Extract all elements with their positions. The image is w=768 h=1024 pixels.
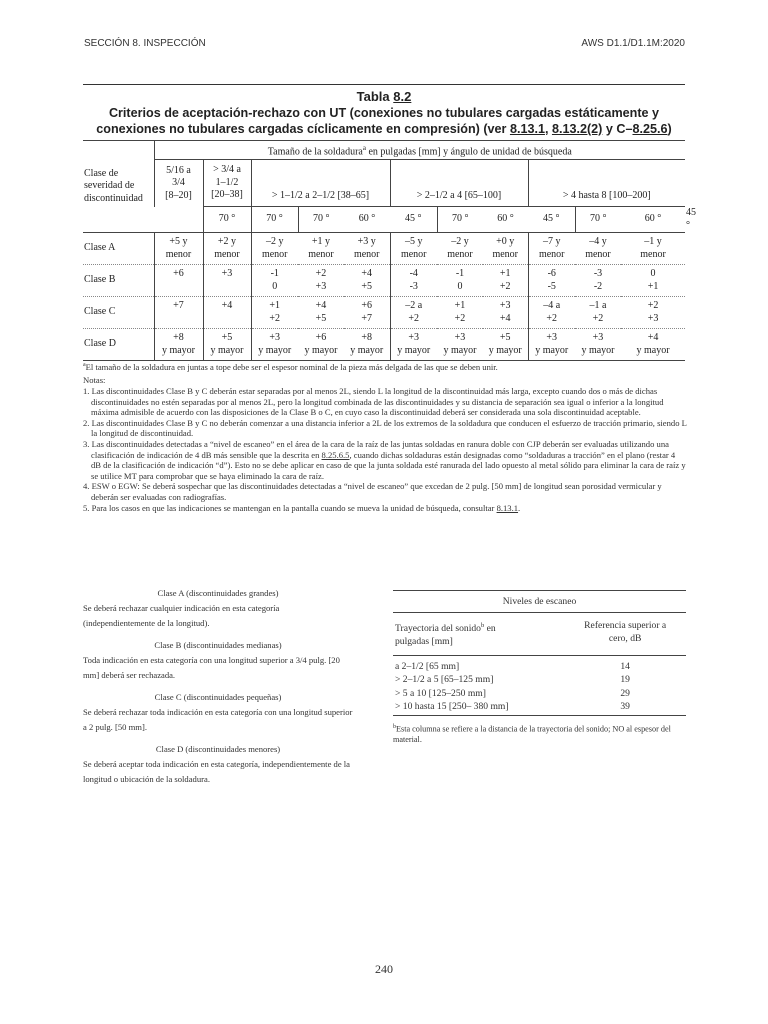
- table-cell: 0 +1: [621, 265, 685, 297]
- angle-cell: 60 °: [621, 207, 685, 233]
- note-2: 2. Las discontinuidades Clase B y C no deberán comenzar a una distancia inferior a 2L de los extremos de la soldadura que conducen el esfuerzo de tracción primario, siendo L la longitud de discontinuidad.: [83, 417, 687, 439]
- scan-row: [393, 673, 686, 687]
- table-cell: +2 +3: [298, 265, 344, 297]
- class-c-text: Se deberá rechazar toda indicación en esta categoría con una longitud superior a 2 pulg. [50 mm].: [83, 707, 353, 732]
- table-cell: +1 +2: [437, 297, 483, 329]
- table-cell: +6 y mayor: [298, 329, 344, 361]
- class-b-title: Clase B (discontinuidades medianas): [154, 640, 282, 650]
- table-cell: +1 +2: [483, 265, 528, 297]
- table-notes: [83, 360, 687, 513]
- scan-row: [393, 700, 686, 715]
- table-row: [83, 297, 685, 329]
- angle-cell: 45 °: [390, 207, 437, 233]
- table-row: [83, 329, 685, 361]
- table-cell: +6 +7: [344, 297, 390, 329]
- class-a-title: Clase A (discontinuidades grandes): [157, 588, 279, 598]
- table-cell: +3 +4: [483, 297, 528, 329]
- angle-cell: 45 °: [528, 207, 575, 233]
- table-cell: +5 y mayor: [483, 329, 528, 361]
- table-subtitle: [83, 105, 685, 137]
- db-cell: 19: [620, 674, 630, 686]
- weld-size-header: Tamaño de la soldadura$^a$ en pulgadas [mm] y ángulo de unidad de búsqueda: [154, 141, 685, 160]
- table-cell: –4 y menor: [575, 233, 621, 265]
- angle-cell: 70 °: [251, 207, 298, 233]
- angle-cell: 70 °: [575, 207, 621, 233]
- table-cell: -3 -2: [575, 265, 621, 297]
- table-title: [83, 89, 685, 104]
- class-d-title: Clase D (discontinuidades menores): [155, 744, 281, 754]
- table-cell: +1 y menor: [298, 233, 344, 265]
- scan-footnote-b: $^b$Esta columna se refiere a la distancia de la trayectoria del sonido; NO al espesor del material.: [393, 723, 671, 744]
- page-number: 240: [375, 962, 393, 976]
- table-cell: -1 0: [251, 265, 298, 297]
- scan-levels-title: Niveles de escaneo: [393, 591, 686, 613]
- table-cell: +4 y mayor: [621, 329, 685, 361]
- db-cell: 14: [620, 660, 630, 672]
- table-cell: +8 y mayor: [344, 329, 390, 361]
- running-header-standard: AWS D1.1/D1.1M:2020: [581, 38, 685, 49]
- class-definitions: [83, 586, 353, 787]
- note-5: 5. Para los casos en que las indicaciones se mantengan en la pantalla cuando se mueva la unidad de búsqueda, consultar 8.13.1.: [83, 502, 521, 513]
- angle-cell: 70 °: [437, 207, 483, 233]
- ref-link: 8.25.6: [632, 122, 668, 136]
- note-1: 1. Las discontinuidades Clase B y C deberán estar separadas por al menos 2L, siendo L la longitud de la discontinuidad más larga, excepto cuando dos o más de dichas discontinuidades no estén separadas por al menos 2L, pero la longitud combinada de las discontinuidades y su distancia de separación sea igual o inferior a la longitud máxima admisible de acuerdo con las disposiciones de la Clase B o C, en cuyo caso la discontinuidad deberá ser considerada una sola discontinuidad aceptable.: [83, 386, 664, 418]
- table-cell: –2 y menor: [251, 233, 298, 265]
- table-cell: +2 +3: [621, 297, 685, 329]
- footnote-a: $^a$El tamaño de la soldadura en juntas a tope debe ser el espesor nominal de la pieza más delgada de las que se deben unir.: [83, 361, 498, 372]
- class-label: Clase D: [83, 329, 154, 361]
- table-number: 8.2: [393, 89, 412, 104]
- sound-path-cell: > 2–1/2 a 5 [65–125 mm]: [395, 674, 494, 686]
- table-cell: -4 -3: [390, 265, 437, 297]
- table-cell: +7: [154, 297, 203, 329]
- angle-cell: 70 °: [298, 207, 344, 233]
- class-label: Clase B: [83, 265, 154, 297]
- scan-row: [393, 655, 686, 673]
- table-cell: +3 y mayor: [390, 329, 437, 361]
- class-b-text: Toda indicación en esta categoría con una longitud superior a 3/4 pulg. [20 mm] deberá ser rechazada.: [83, 655, 340, 680]
- table-cell: +5 y menor: [154, 233, 203, 265]
- angle-cell: 60 °: [483, 207, 528, 233]
- note-4: 4. ESW o EGW: Se deberá sospechar que las discontinuidades detectadas a “nivel de escaneo” que excedan de 2 pulg. [50 mm] de longitud sean porosidad vermicular y deberán ser evaluadas con radiografías.: [83, 481, 662, 502]
- running-header-section: SECCIÓN 8. INSPECCIÓN: [84, 38, 206, 49]
- table-title-prefix: Tabla: [356, 89, 394, 104]
- size-group-header: > 4 hasta 8 [100–200]: [528, 160, 685, 207]
- size-group-header: 5/16 a 3/4 [8–20]: [154, 160, 203, 207]
- class-c-title: Clase C (discontinuidades pequeñas): [154, 692, 282, 702]
- table-cell: +3 y menor: [344, 233, 390, 265]
- angle-cell: 60 °: [344, 207, 390, 233]
- table-cell: –7 y menor: [528, 233, 575, 265]
- size-group-header: > 1–1/2 a 2–1/2 [38–65]: [251, 160, 390, 207]
- sound-path-cell: > 10 hasta 15 [250– 380 mm]: [393, 700, 564, 715]
- class-label: Clase C: [83, 297, 154, 329]
- table-cell: +4: [203, 297, 251, 329]
- table-cell: –4 a +2: [528, 297, 575, 329]
- table-cell: +5 y mayor: [203, 329, 251, 361]
- ref-link: 8.13.2(2): [551, 122, 603, 136]
- ref-link: 8.13.1: [509, 122, 545, 136]
- subtitle-line-2: conexiones no tubulares cargadas cíclicamente en compresión) (ver 8.13.1, 8.13.2(2) y C–8.25.6): [96, 122, 672, 136]
- db-cell: 39: [564, 700, 686, 715]
- acceptance-criteria-table: [83, 140, 697, 361]
- scan-row: [393, 687, 686, 701]
- table-cell: +4 +5: [344, 265, 390, 297]
- table-cell: –2 y menor: [437, 233, 483, 265]
- table-cell: +4 +5: [298, 297, 344, 329]
- table-cell: +0 y menor: [483, 233, 528, 265]
- table-cell: +2 y menor: [203, 233, 251, 265]
- table-cell: +3: [203, 265, 251, 297]
- scan-levels-table: [393, 590, 686, 745]
- title-rule: [83, 84, 685, 85]
- angle-cell: 70 °: [203, 207, 251, 233]
- table-cell: -6 -5: [528, 265, 575, 297]
- table-cell: -1 0: [437, 265, 483, 297]
- notes-title: Notas:: [83, 375, 106, 386]
- db-cell: 29: [620, 687, 630, 699]
- class-label: Clase A: [83, 233, 154, 265]
- table-cell: +3 y mayor: [575, 329, 621, 361]
- table-row: [83, 265, 685, 297]
- class-d-text: Se deberá aceptar toda indicación en esta categoría, independientemente de la longitud o ubicación de la soldadura.: [83, 759, 350, 784]
- table-cell: +3 y mayor: [437, 329, 483, 361]
- table-cell: –1 y menor: [621, 233, 685, 265]
- sound-path-cell: a 2–1/2 [65 mm]: [395, 660, 460, 672]
- size-group-header: > 3/4 a 1–1/2 [20–38]: [203, 160, 251, 207]
- size-group-header: > 2–1/2 a 4 [65–100]: [390, 160, 528, 207]
- table-cell: +3 y mayor: [251, 329, 298, 361]
- angle-row: 70 ° 70 ° 70 ° 60 ° 45 ° 70 ° 60 ° 45 ° 70 ° 60 ° 45 °: [83, 207, 685, 233]
- severity-class-header: Clase de severidad de discontinuidad: [83, 141, 154, 233]
- sound-path-header: Trayectoria del sonido$^b$ en pulgadas [mm]: [393, 612, 564, 655]
- table-cell: +6: [154, 265, 203, 297]
- table-row: [83, 233, 685, 265]
- note-3: 3. Las discontinuidades detectadas a “nivel de escaneo” en el área de la cara de la raíz de las juntas soldadas en ranura doble con CJP deberán ser evaluadas utilizando una clasificación de indicación de 4 dB más sensible que la descrita en 8.25.6.5, cuando dichas soldaduras están designadas como “soldaduras a tracción” en el plano (restar 4 dB de la clasificación de indicación “d”). Esto no se debe aplicar en caso de que la junta soldada esté ranurada del lado opuesto al metal sólido para eliminar la cara de raíz y se utilice MT para comprobar que se haya eliminado la cara de raíz.: [83, 439, 686, 481]
- subtitle-line-1: Criterios de aceptación-rechazo con UT (conexiones no tubulares cargadas estáticamente y: [108, 106, 660, 120]
- table-cell: –5 y menor: [390, 233, 437, 265]
- db-header: Referencia superior a cero, dB: [564, 612, 686, 655]
- table-cell: +3 y mayor: [528, 329, 575, 361]
- class-a-text: Se deberá rechazar cualquier indicación en esta categoría (independientemente de la longitud).: [83, 603, 280, 628]
- table-cell: +8 y mayor: [154, 329, 203, 361]
- table-cell: –2 a +2: [390, 297, 437, 329]
- table-cell: –1 a +2: [575, 297, 621, 329]
- sound-path-cell: > 5 a 10 [125–250 mm]: [395, 687, 486, 699]
- table-cell: +1 +2: [251, 297, 298, 329]
